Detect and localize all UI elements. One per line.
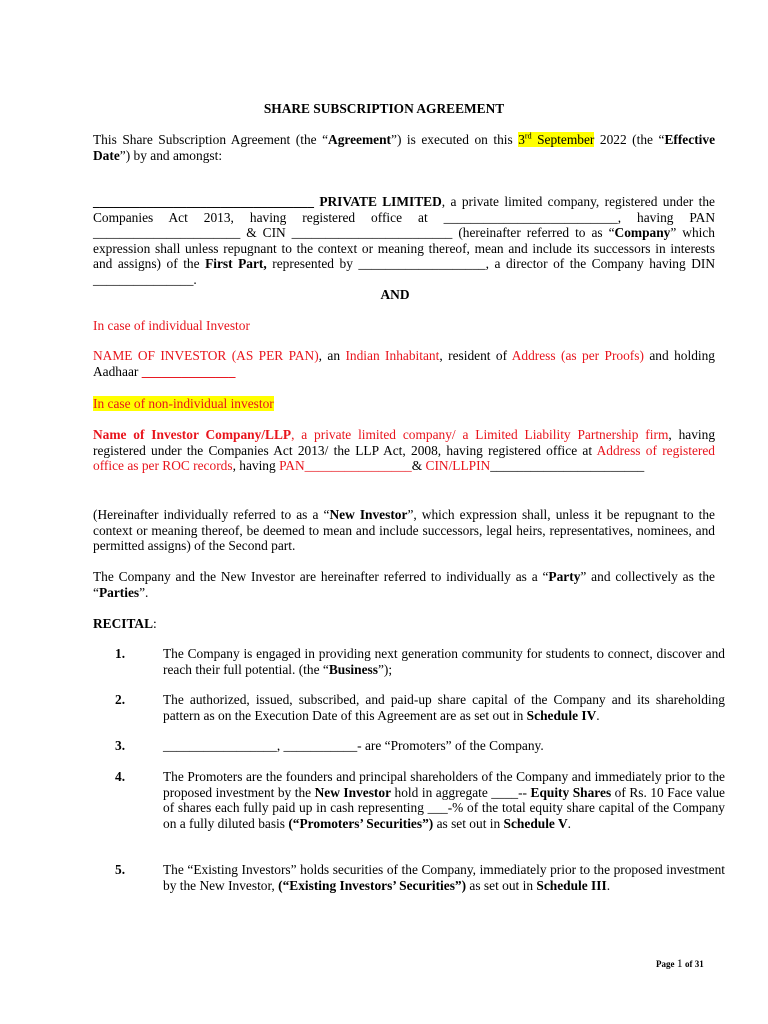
effective-date-term: Effective Date xyxy=(93,132,716,163)
individual-text: and holding Aadhaar xyxy=(93,348,716,379)
recital-text: as set out in xyxy=(433,815,504,831)
recital-number: 4. xyxy=(115,769,126,784)
recital-number: 3. xyxy=(115,738,126,753)
nonindividual-text: & xyxy=(411,458,426,473)
document-title: SHARE SUBSCRIPTION AGREEMENT xyxy=(263,101,505,116)
intro-text: ”) by and amongst: xyxy=(119,147,223,163)
parties-text: The Company and the New Investor are hereinafter referred to individually as a “ xyxy=(93,569,549,584)
schedule-reference: Schedule V xyxy=(503,815,568,831)
cin-placeholder: CIN/LLPIN xyxy=(425,458,491,473)
schedule-reference: Schedule IV xyxy=(526,707,597,723)
nonindividual-heading-text: In case of non-individual investor xyxy=(93,396,274,411)
parties-text: ” and collectively as the “ xyxy=(93,569,715,600)
new-investor-term: New Investor xyxy=(329,507,408,522)
recital-text: The Company is engaged in providing next generation community for students to connect, discover and reach their full potential. (the “ xyxy=(163,646,725,677)
recital-text: of Rs. 10 Face value of shares each fully paid up in cash representing ___-% of the total equity share capital of the Company on a fully diluted basis xyxy=(163,784,725,831)
nonindividual-investor-paragraph xyxy=(93,427,715,474)
recital-text: The authorized, issued, subscribed, and paid-up share capital of the Company and its shareholding pattern as on the Execution Date of this Agreement are as set out in xyxy=(163,692,725,723)
nonindividual-text: , having xyxy=(232,458,280,473)
company-term: Company xyxy=(614,225,671,240)
investor-company-placeholder: Name of Investor Company/LLP xyxy=(93,427,292,442)
recital-number: 1. xyxy=(115,646,126,661)
page-label: Page xyxy=(656,959,675,969)
first-part-term: First Part, xyxy=(205,256,267,271)
equity-shares-term: Equity Shares xyxy=(530,784,612,800)
and-separator: AND xyxy=(380,287,410,302)
parties-text: ”. xyxy=(139,584,149,600)
hereinafter-paragraph xyxy=(93,507,715,554)
recital-number: 2. xyxy=(115,692,126,707)
recital-text: . xyxy=(596,707,600,723)
first-party-text: , a private limited company, registered under the Companies Act 2013, having registered office at __________________________, having PAN ______________________ & CIN ________________________ (hereinafter referred to as “ xyxy=(93,194,716,240)
intro-text: 2022 (the “ xyxy=(594,132,665,147)
page-number: 1 xyxy=(676,956,683,970)
first-party-paragraph xyxy=(93,194,715,287)
party-term: Party xyxy=(548,569,581,584)
recital-number: 5. xyxy=(115,862,126,877)
of-label: of xyxy=(685,959,693,969)
intro-text: This Share Subscription Agreement (the “ xyxy=(93,132,329,147)
intro-paragraph xyxy=(93,132,715,163)
new-investor-term: New Investor xyxy=(314,784,392,800)
recital-item xyxy=(163,738,725,754)
individual-text: , resident of xyxy=(439,348,512,363)
recital-text: The Promoters are the founders and principal shareholders of the Company and immediately prior to the proposed investment by the xyxy=(163,769,725,800)
first-party-text: represented by ___________________, a director of the Company having DIN _______________. xyxy=(93,256,716,287)
recital-heading-text: RECITAL xyxy=(93,616,154,631)
recital-item xyxy=(163,692,725,723)
investor-name-placeholder: NAME OF INVESTOR (AS PER PAN) xyxy=(93,348,319,363)
agreement-term: Agreement xyxy=(328,132,392,147)
schedule-reference: Schedule III xyxy=(536,877,607,893)
private-limited-label: PRIVATE LIMITED xyxy=(313,194,442,209)
recital-text: . xyxy=(606,877,611,893)
recital-text: hold in aggregate ____-- xyxy=(391,784,531,800)
recital-colon: : xyxy=(153,616,157,631)
entity-type-placeholder: , a private limited company/ a Limited Liability Partnership firm xyxy=(291,427,669,442)
individual-investor-paragraph xyxy=(93,348,715,379)
recital-item xyxy=(163,646,725,677)
recital-item xyxy=(163,769,725,831)
recital-text: The “Existing Investors” holds securities of the Company, immediately prior to the proposed investment by the New Investor, xyxy=(163,862,725,893)
parties-paragraph xyxy=(93,569,715,600)
individual-investor-heading: In case of individual Investor xyxy=(93,318,250,333)
page-footer xyxy=(656,956,704,971)
individual-text: , an xyxy=(318,348,346,363)
inhabitant-placeholder: Indian Inhabitant xyxy=(345,348,440,363)
roc-address-placeholder: Address of registered office as per ROC records xyxy=(93,442,715,473)
nonindividual-text: , having registered under the Companies Act 2013/ the LLP Act, 2008, having registered office at xyxy=(93,427,716,458)
page-total: 31 xyxy=(694,959,704,969)
business-term: Business xyxy=(328,661,378,677)
promoters-securities-term: (“Promoters’ Securities”) xyxy=(288,815,434,831)
pan-placeholder: PAN________________ xyxy=(279,458,412,473)
existing-investors-securities-term: (“Existing Investors’ Securities”) xyxy=(278,877,467,893)
hereinafter-text: (Hereinafter individually referred to as a “ xyxy=(93,507,330,522)
intro-text: ”) is executed on this xyxy=(391,132,519,147)
aadhaar-blank: ______________ xyxy=(141,363,236,379)
hereinafter-text: ”, which expression shall, unless it be repugnant to the context or meaning thereof, be deemed to mean and include successors, legal heirs, representatives, nominees, and permitted assigns) of the Second part. xyxy=(93,507,715,553)
recital-text: as set out in xyxy=(466,877,537,893)
execution-date: 3rd September xyxy=(518,131,595,147)
recital-text: _________________, ___________- are “Promoters” of the Company. xyxy=(163,738,544,753)
recital-text: . xyxy=(567,815,572,831)
recital-text: ”); xyxy=(377,661,393,677)
nonindividual-investor-heading xyxy=(93,396,715,412)
cin-blank: _______________________ xyxy=(490,458,645,473)
company-name-blank: _________________________________ xyxy=(93,194,314,209)
address-placeholder: Address (as per Proofs) xyxy=(511,348,644,363)
parties-term: Parties xyxy=(98,584,140,600)
recital-item xyxy=(163,862,725,893)
first-party-text: ” which expression shall unless repugnant to the context or meaning thereof, mean and include its successors in interests and assigns) of the xyxy=(93,225,715,271)
recital-heading xyxy=(93,616,715,632)
